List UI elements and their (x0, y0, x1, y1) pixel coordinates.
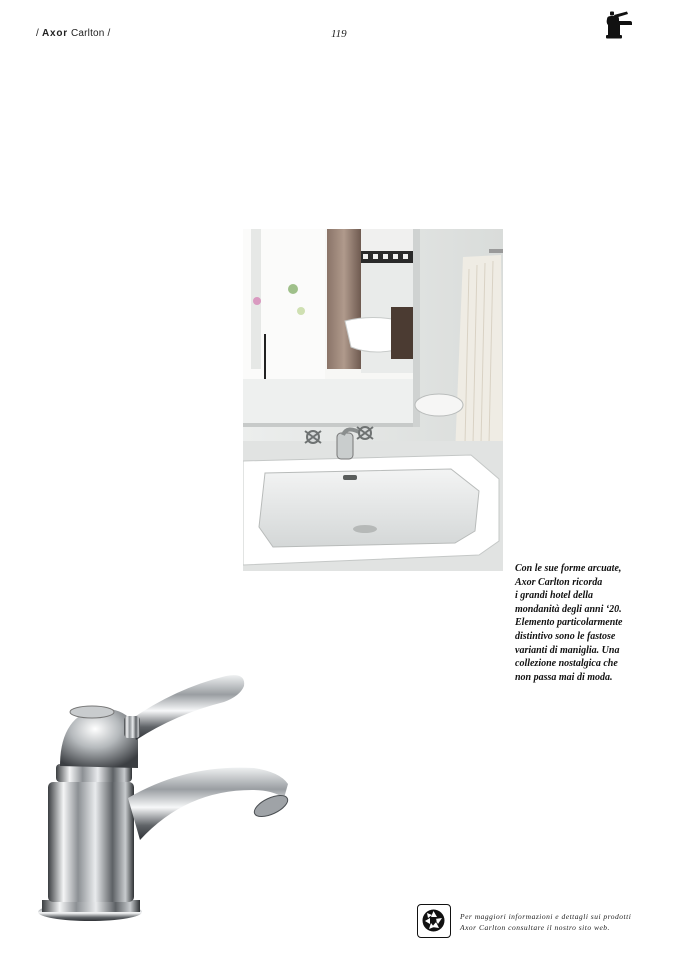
collection-name: Carlton / (70, 28, 111, 39)
page-number: 119 (331, 28, 347, 40)
footer-line: Axor Carlton consultare il nostro sito web. (460, 923, 610, 932)
caption-line: mondanità degli anni ‘20. (515, 603, 622, 615)
caption-text (515, 562, 655, 684)
breadcrumb (36, 28, 111, 39)
breadcrumb-separator: / (36, 28, 39, 39)
caption-line: distintivo sono le fastose (515, 630, 616, 642)
caption-line: Con le sue forme arcuate, (515, 563, 622, 574)
caption-line: Elemento particolarmente (515, 617, 623, 629)
footer-note (460, 911, 631, 933)
product-faucet-image (36, 668, 296, 926)
caption-line: Axor Carlton ricorda (515, 576, 603, 588)
brand-name: Axor (41, 28, 68, 39)
bathroom-photo (243, 229, 503, 571)
faucet-icon (603, 10, 633, 40)
aperture-icon (417, 904, 451, 938)
footer-line: Per maggiori informazioni e dettagli sui prodotti (460, 912, 632, 921)
caption-line: non passa mai di moda. (515, 671, 613, 683)
caption-line: i grandi hotel della (515, 590, 594, 602)
caption-line: varianti di maniglia. Una (515, 644, 620, 656)
caption-line: collezione nostalgica che (515, 658, 618, 670)
